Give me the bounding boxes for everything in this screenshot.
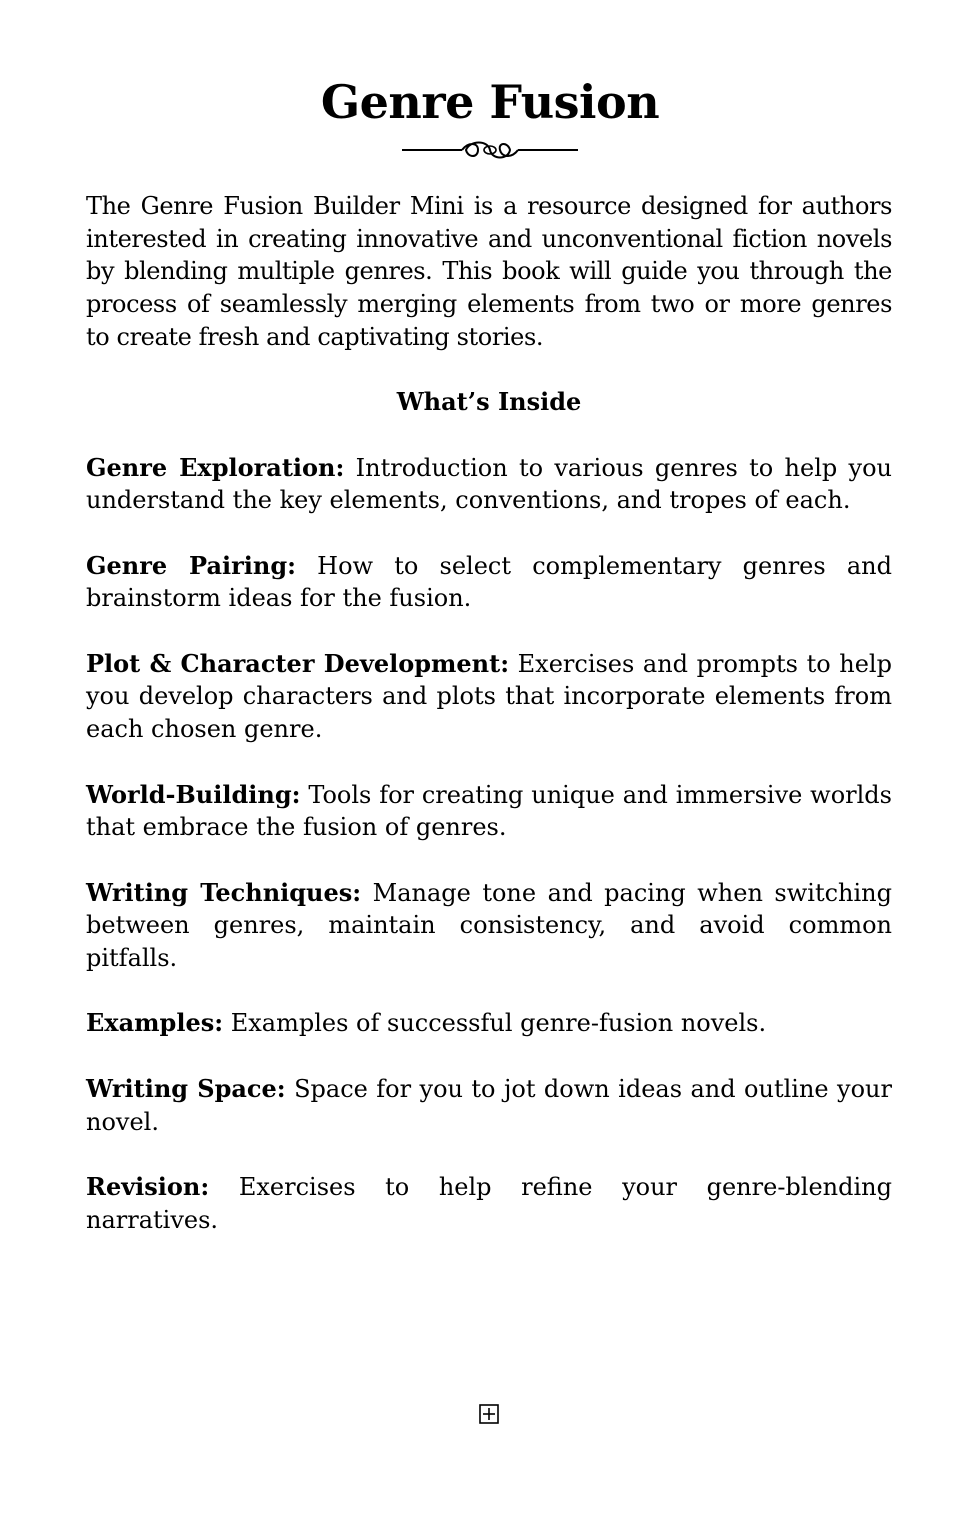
list-item	[86, 877, 892, 975]
item-term: Genre Exploration:	[86, 452, 345, 482]
item-term: Examples:	[86, 1008, 224, 1038]
page-title: Genre Fusion	[320, 75, 660, 129]
item-description: Manage tone and pacing when switching between genres, maintain consistency, and avoid common pitfalls.	[86, 878, 892, 973]
item-term: Plot & Character Development:	[86, 648, 510, 678]
flourish-divider-icon	[400, 138, 580, 162]
intro-paragraph: The Genre Fusion Builder Mini is a resource designed for authors interested in creating innovative and unconventional fiction novels by blending multiple genres. This book will guide you through the process of seamlessly merging elements from two or more genres to create fresh and captivating stories.	[86, 192, 892, 351]
item-term: Revision:	[86, 1171, 210, 1201]
item-description: Exercises and prompts to help you develop characters and plots that incorporate elements from each chosen genre.	[86, 649, 892, 744]
item-term: Genre Pairing:	[86, 550, 296, 580]
item-term: Writing Space:	[86, 1073, 286, 1103]
list-item	[86, 779, 892, 844]
section-heading: What’s Inside	[396, 387, 582, 417]
item-description: Exercises to help refine your genre-blending narratives.	[86, 1172, 892, 1234]
boxed-plus-icon	[479, 1404, 499, 1424]
item-description: Examples of successful genre-fusion novels.	[230, 1009, 767, 1038]
list-item	[86, 1171, 892, 1236]
item-description: Tools for creating unique and immersive worlds that embrace the fusion of genres.	[86, 780, 892, 842]
item-description: How to select complementary genres and brainstorm ideas for the fusion.	[86, 551, 892, 613]
list-item	[86, 1073, 892, 1138]
list-item	[86, 452, 892, 517]
item-description: Introduction to various genres to help you understand the key elements, conventions, and tropes of each.	[86, 453, 892, 515]
list-item	[86, 648, 892, 746]
list-item	[86, 550, 892, 615]
main-content	[86, 190, 892, 1269]
item-term: World-Building:	[86, 779, 301, 809]
item-term: Writing Techniques:	[86, 877, 362, 907]
item-description: Space for you to jot down ideas and outline your novel.	[86, 1074, 892, 1136]
list-item	[86, 1007, 892, 1040]
